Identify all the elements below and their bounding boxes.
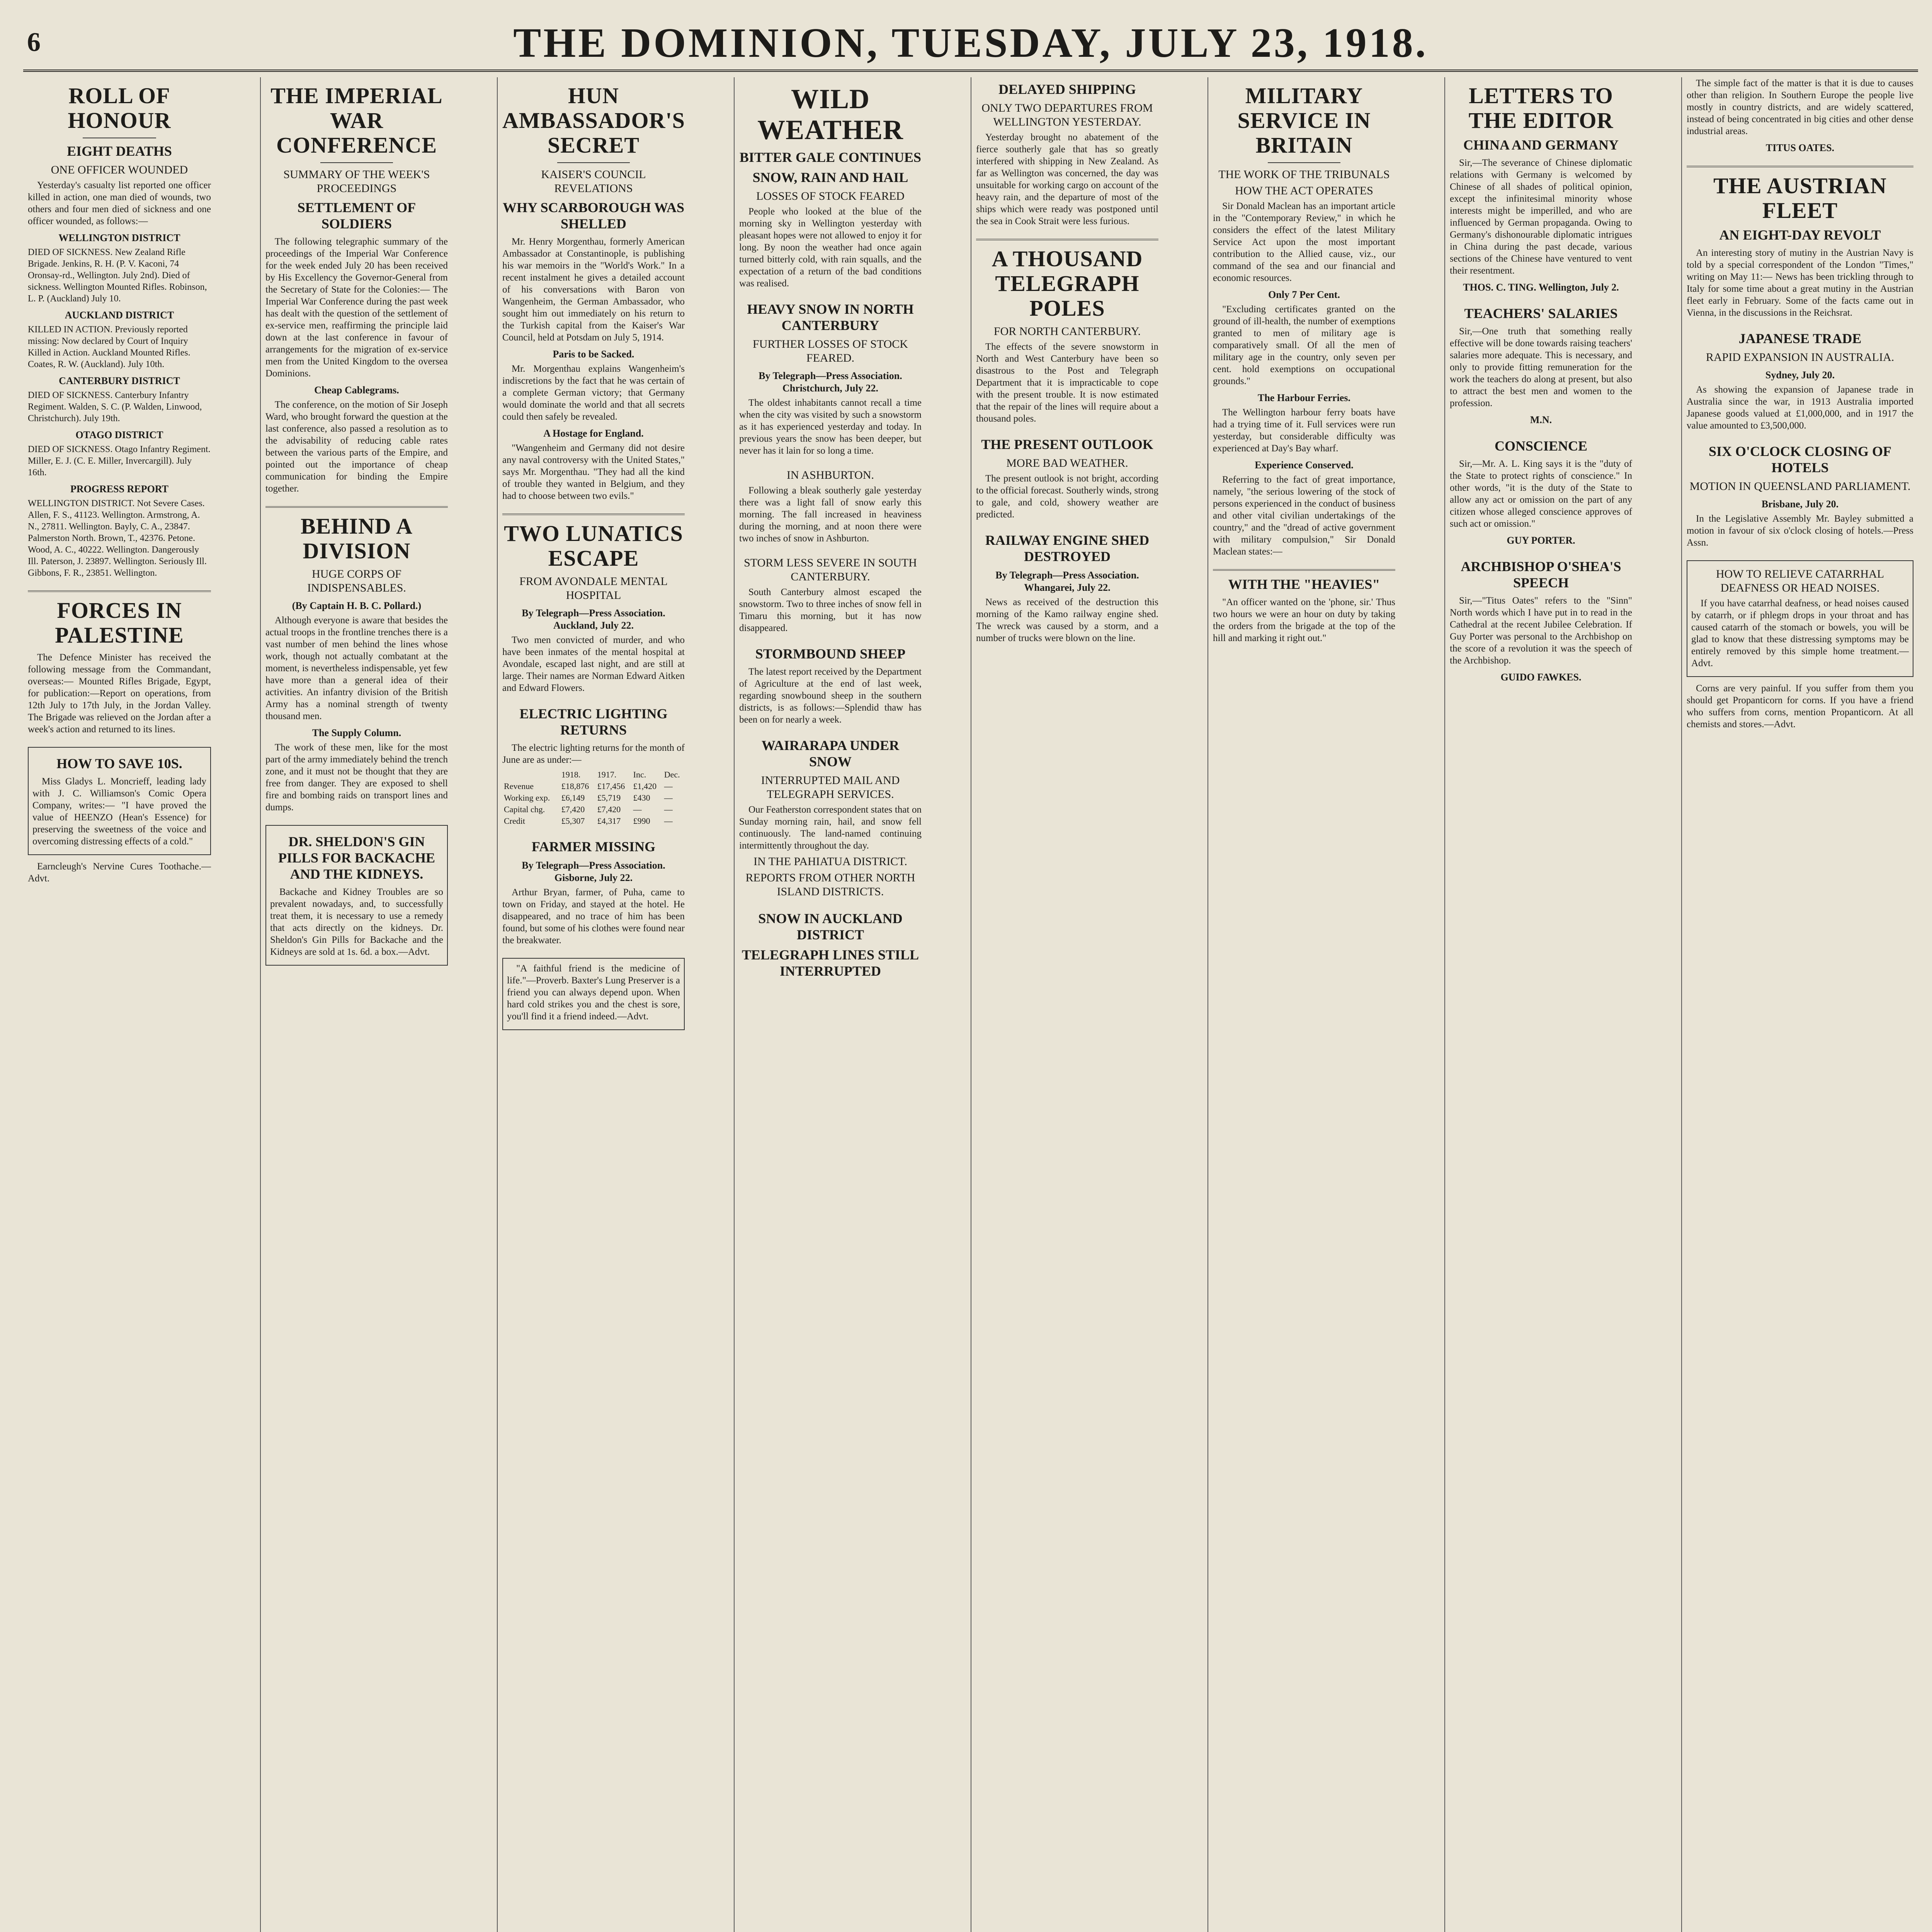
paragraph: Mr. Henry Morgenthau, formerly American Ambassador at Constantinople, is publishing his war memoirs in the "World's Work." In a recent instalment he gives a detailed account of his conversations with Baron von Wangenheim, the German Ambassador, who sought him out immediately on his return to the Turkish capital from the Kaiser's War Council, held at Potsdam on July 5, 1914. xyxy=(502,236,685,343)
headline: STORMBOUND SHEEP xyxy=(755,646,906,662)
article-telegraph-poles xyxy=(976,247,1158,425)
article-roll-of-honour xyxy=(28,83,211,579)
column-4 xyxy=(734,77,926,1932)
casualty-list: WELLINGTON DISTRICT. Not Severe Cases. Allen, F. S., 41123. Wellington. Armstrong, A. N., 27811. Wellington. Bayly, C. A., 23847. Palmerston North. Brown, T., 42376. Petone. Wood, A. C., 40222. Wellington. Dangerously Ill. Paterson, J. 23897. Wellington. Seriously Ill. Gibbons, F. R., 23851. Wellington. xyxy=(28,498,207,578)
article-farmer-missing xyxy=(502,838,685,946)
paragraph: Our Featherston correspondent states that on Sunday morning rain, hail, and snow fell continuously. The land-named continuing intermittently throughout the day. xyxy=(739,804,922,851)
headline: CONSCIENCE xyxy=(1494,438,1588,454)
paragraph: The latest report received by the Department of Agriculture at the end of last week, regarding snowbound sheep in the southern districts, is as follows:—Splendid thaw has been on for nearly a week. xyxy=(739,667,922,725)
paragraph: Referring to the fact of great importance, namely, "the serious lowering of the stock of persons experienced in the conduct of business and other vital civilian undertakings of the country," and the "dread of active government with military compulsion," Sir Donald Maclean states:— xyxy=(1213,474,1395,557)
district-heading: PROGRESS REPORT xyxy=(70,483,169,495)
subheading: Experience Conserved. xyxy=(1255,459,1354,471)
table-cell: £7,420 xyxy=(561,804,585,814)
deck: WHY SCARBOROUGH WAS SHELLED xyxy=(502,200,685,231)
deck: LOSSES OF STOCK FEARED xyxy=(756,190,905,202)
headline: TWO LUNATICS ESCAPE xyxy=(504,521,683,571)
paragraph: "Wangenheim and Germany did not desire any naval controversy with the United States," says Mr. Morgenthau. "They had all the kind of trouble they wanted in Belgium, and they had to choose between two evils." xyxy=(502,443,685,501)
headline: MILITARY SERVICE IN BRITAIN xyxy=(1237,83,1371,158)
divider xyxy=(502,514,685,515)
paragraph: Two men convicted of murder, and who have been inmates of the mental hospital at Avondale, escaped last night, and are still at large. Their names are Norman Edward Aitken and Edward Flowers. xyxy=(502,635,685,693)
paragraph: The Defence Minister has received the following message from the Commandant, overseas:— Mounted Rifles Brigade, Egypt, for publication:—Report on operations, from 12th July to 17th July, in the Jordan Valley. The Brigade was relieved on the Jordan after a week's action and returned to its lines. xyxy=(28,652,211,735)
table-cell: Dec. xyxy=(664,770,680,779)
paragraph: Sir,—Mr. A. L. King says it is the "duty of the State to protect rights of conscience." In other words, "it is the duty of the State to allow any act or omission on the part of any citizen whose alleged conscience approves of such act or omission." xyxy=(1450,459,1632,529)
paragraph: "An officer wanted on the 'phone, sir.' Thus two hours we were an hour on duty by taking the orders from the brigade at the top of the hill and marking it right out." xyxy=(1213,597,1395,643)
table-cell: £4,317 xyxy=(597,816,621,826)
headline: THE AUSTRIAN FLEET xyxy=(1713,173,1887,223)
headline: SNOW IN AUCKLAND DISTRICT xyxy=(758,911,903,942)
table-cell: — xyxy=(664,781,673,791)
article-electric-lighting xyxy=(502,706,685,827)
deck: SUMMARY OF THE WEEK'S PROCEEDINGS xyxy=(283,168,430,195)
paragraph: Although everyone is aware that besides the actual troops in the frontline trenches there is a vast number of men behind the lines whose work, though not actually combatant at the moment, is nevertheless indispensable, yet few have more than a general idea of their activities. An infantry division of the British Army has a nominal strength of twenty thousand men. xyxy=(265,615,448,721)
deck: SETTLEMENT OF SOLDIERS xyxy=(297,200,416,231)
ad-text: If you have catarrhal deafness, or head noises caused by catarrh, or if phlegm drops in your throat and has caused catarrh of the stomach or bowels, you will be glad to know that these distressing symptoms may be entirely removed by this simple home treatment.—Advt. xyxy=(1691,598,1909,668)
article-behind-division xyxy=(265,514,448,813)
article-hun-ambassador xyxy=(502,83,685,502)
district-heading: AUCKLAND DISTRICT xyxy=(65,310,174,321)
advertisement xyxy=(28,747,211,855)
divider xyxy=(265,506,448,508)
column-2 xyxy=(260,77,452,1932)
table-header-row xyxy=(502,769,685,781)
deck: KAISER'S COUNCIL REVELATIONS xyxy=(541,168,646,195)
article-heavies xyxy=(1213,576,1395,644)
dateline: By Telegraph—Press Association. Whangarei, July 22. xyxy=(995,570,1139,593)
paragraph: The present outlook is not bright, according to the official forecast. Southerly winds, strong to gale, and cold, showery weather are predicted. xyxy=(976,473,1158,520)
article-south-canterbury xyxy=(739,556,922,634)
table-cell: Credit xyxy=(504,816,525,826)
columns xyxy=(23,77,1918,1932)
paragraph: Arthur Bryan, farmer, of Puha, came to town on Friday, and stayed at the hotel. He disappeared, and no trace of him has been found, but some of his clothes were found near the breakwater. xyxy=(502,887,685,946)
paragraph: The conference, on the motion of Sir Joseph Ward, who brought forward the question at the last conference, also passed a resolution as to the advisability of reducing cable rates between the various parts of the Empire, and pointed out the importance of cheap communication for binding the Empire together. xyxy=(265,400,448,494)
column-3 xyxy=(497,77,689,1932)
dateline: Sydney, July 20. xyxy=(1765,369,1835,381)
headline: DELAYED SHIPPING xyxy=(998,82,1136,97)
column-5 xyxy=(971,77,1163,1932)
paragraph: South Canterbury almost escaped the snowstorm. Two to three inches of snow fell in Timaru this morning, but it has now disappeared. xyxy=(739,587,922,633)
masthead xyxy=(23,12,1918,72)
headline: A THOUSAND TELEGRAPH POLES xyxy=(992,246,1143,321)
headline: ROLL OF HONOUR xyxy=(68,83,171,133)
article-six-oclock-closing xyxy=(1687,443,1913,549)
column-8 xyxy=(1681,77,1918,1932)
newspaper-title: THE DOMINION, TUESDAY, JULY 23, 1918. xyxy=(513,20,1428,66)
paragraph: "Excluding certificates granted on the ground of ill-health, the number of exemptions granted to men of military age is comparatively small. Of all the men of military age in the country, only seven per cent. hold exemptions on occupational grounds." xyxy=(1213,304,1395,386)
deck: HOW THE ACT OPERATES xyxy=(1235,184,1373,197)
table-row xyxy=(502,781,685,792)
article-present-outlook xyxy=(976,436,1158,520)
dateline: By Telegraph—Press Association. Christchurch, July 22. xyxy=(759,370,902,394)
paragraph: Sir,—The severance of Chinese diplomatic relations with Germany is welcomed by Chinese of all shades of political opinion, except the infinitesimal minority whose interests might be imperilled, and who are influenced by German propaganda. Owing to Germany's dishonourable diplomatic intrigues in China during the past decade, various sections of the Chinese have ventured to vent their resentment. xyxy=(1450,158,1632,276)
table-cell xyxy=(502,769,560,781)
subheading: Cheap Cablegrams. xyxy=(314,384,399,396)
headline: ELECTRIC LIGHTING RETURNS xyxy=(519,706,668,738)
deck: EIGHT DEATHS xyxy=(67,143,172,159)
deck: BITTER GALE CONTINUES xyxy=(739,150,922,165)
article-japanese-trade xyxy=(1687,330,1913,432)
headline: WAIRARAPA UNDER SNOW xyxy=(761,738,900,769)
headline: FORCES IN PALESTINE xyxy=(55,598,184,648)
letter-continuation xyxy=(1687,77,1913,154)
headline: STORM LESS SEVERE IN SOUTH CANTERBURY. xyxy=(744,556,917,583)
ad-text: Earncleugh's Nervine Cures Toothache.—Advt. xyxy=(28,861,211,884)
letter-signature: GUY PORTER. xyxy=(1507,535,1575,546)
headline: WILD WEATHER xyxy=(757,83,903,145)
paragraph: The effects of the severe snowstorm in North and West Canterbury have been so disastrous to the Post and Telegraph Department that it is impracticable to cope with the present trouble. It is now estimated that the repair of the lines will require about a thousand poles. xyxy=(976,342,1158,424)
paragraph: An interesting story of mutiny in the Austrian Navy is told by a special correspondent of the London "Times," writing on May 11:— News has been trickling through to Italy for some time about a great mutiny in the Austrian fleet early in February. Some of the facts came out in Vienna, in the discussions in the Reichsrat. xyxy=(1687,248,1913,318)
table-cell: — xyxy=(633,804,642,814)
paragraph: Following a bleak southerly gale yesterday there was a light fall of snow early this morning. The fall increased in heaviness during the morning, and at noon there were two inches of snow in Ashburton. xyxy=(739,485,922,544)
divider xyxy=(320,162,393,163)
dateline: By Telegraph—Press Association. Auckland, July 22. xyxy=(522,607,665,631)
divider xyxy=(1213,569,1395,571)
table-cell: £5,307 xyxy=(561,816,585,826)
deck: HUGE CORPS OF INDISPENSABLES. xyxy=(307,568,406,594)
table-cell: £1,420 xyxy=(633,781,657,791)
paragraph: Mr. Morgenthau explains Wangenheim's indiscretions by the fact that he was certain of a complete German victory; that Germany would dominate the world and that all secrets could then safely be revealed. xyxy=(502,364,685,422)
table-row xyxy=(502,815,685,827)
headline: SIX O'CLOCK CLOSING OF HOTELS xyxy=(1708,444,1892,475)
deck: AN EIGHT-DAY REVOLT xyxy=(1719,227,1881,243)
table-cell: Working exp. xyxy=(504,793,550,803)
paragraph: News as received of the destruction this morning of the Kamo railway engine shed. The wreck was caused by a storm, and a number of trucks were blown on the line. xyxy=(976,597,1158,643)
subheading: The Supply Column. xyxy=(312,727,401,738)
letter-conscience xyxy=(1450,438,1632,547)
ad-title: HOW TO RELIEVE CATARRHAL DEAFNESS OR HEAD NOISES. xyxy=(1716,568,1884,594)
ad-title: DR. SHELDON'S GIN PILLS FOR BACKACHE AND THE KIDNEYS. xyxy=(278,834,435,882)
deck: CHINA AND GERMANY xyxy=(1463,137,1619,153)
divider xyxy=(1687,166,1913,167)
subheading: IN THE PAHIATUA DISTRICT. xyxy=(753,855,907,868)
deck: THE WORK OF THE TRIBUNALS xyxy=(1218,168,1390,181)
column-6 xyxy=(1208,77,1400,1932)
deck: FURTHER LOSSES OF STOCK FEARED. xyxy=(753,338,908,364)
ad-text: Miss Gladys L. Moncrieff, leading lady with J. C. Williamson's Comic Opera Company, writes:— "I have proved the value of HEENZO (Hean's Essence) for preserving the sweetness of the voice and overcoming distressing effects of a cold." xyxy=(32,776,206,847)
letter-teachers-salaries xyxy=(1450,305,1632,426)
paragraph: Sir,—One truth that something really effective will be done towards raising teachers' salaries more adequate. This is necessary, and only to provide fitting remuneration for the work the teachers do along at present, but also to attract the best men and women to the profession. xyxy=(1450,326,1632,408)
table-cell: £990 xyxy=(633,816,650,826)
headline: WITH THE "HEAVIES" xyxy=(1228,577,1380,592)
paragraph: Yesterday brought no abatement of the fierce southerly gale that has so greatly interfered with shipping in New Zealand. As far as Wellington was concerned, the day was unsuitable for working cargo on account of the heavy rain, and the departure of most of the ships which were ready was postponed until the sea in Cook Strait were less furious. xyxy=(976,132,1158,226)
article-wairarapa-snow xyxy=(739,737,922,899)
headline: JAPANESE TRADE xyxy=(1738,331,1862,346)
dateline: By Telegraph—Press Association. Gisborne, July 22. xyxy=(522,860,665,883)
divider xyxy=(557,162,630,163)
table-cell: £430 xyxy=(633,793,650,803)
headline: HUN AMBASSADOR'S SECRET xyxy=(502,83,685,158)
paragraph: The oldest inhabitants cannot recall a time when the city was visited by such a snowstorm as it has experienced yesterday and today. In previous years the snow has been deeper, but never has it lain for so long a time. xyxy=(739,398,922,456)
table-cell: — xyxy=(664,793,673,803)
paragraph: Yesterday's casualty list reported one officer killed in action, one man died of wounds, two others and four men died of sickness and one officer wounded, as follows:— xyxy=(28,180,211,226)
subheading: A Hostage for England. xyxy=(543,428,644,439)
paragraph: The work of these men, like for the most part of the army immediately behind the trench zone, and it must not be thought that they are free from danger. They are exposed to shell fire and bombing raids on transport lines and dumps. xyxy=(265,742,448,813)
headline: ARCHBISHOP O'SHEA'S SPEECH xyxy=(1461,559,1621,590)
article-imperial-war-conference xyxy=(265,83,448,495)
paragraph: The electric lighting returns for the month of June are as under:— xyxy=(502,743,685,765)
casualty-list: DIED OF SICKNESS. Canterbury Infantry Regiment. Walden, S. C. (P. Walden, Linwood, Christchurch). July 19th. xyxy=(28,390,202,423)
column-1 xyxy=(23,77,216,1932)
ad-title: HOW TO SAVE 10S. xyxy=(56,756,182,771)
letter-signature: M.N. xyxy=(1530,414,1552,425)
table-cell: Revenue xyxy=(504,781,534,791)
ad-text: Backache and Kidney Troubles are so prevalent nowadays, and, to successfully treat them, it is necessary to use a remedy that acts directly on the kidneys. Dr. Sheldon's Gin Pills for Backache and the Kidneys are sold at 1s. 6d. a box.—Advt. xyxy=(270,887,443,957)
advertisement xyxy=(502,958,685,1030)
table-cell: £7,420 xyxy=(597,804,621,814)
headline: IN ASHBURTON. xyxy=(786,469,874,481)
letter-signature: TITUS OATES. xyxy=(1765,142,1835,153)
divider xyxy=(1268,162,1341,163)
column-7 xyxy=(1444,77,1637,1932)
headline: RAILWAY ENGINE SHED DESTROYED xyxy=(985,532,1150,564)
article-north-canterbury-snow xyxy=(739,301,922,457)
ad-text: Corns are very painful. If you suffer from them you should get Propanticorn for corns. If you have a friend who suffers from corns, mention Propanticorn. At all chemists and stores.—Advt. xyxy=(1687,683,1913,730)
article-auckland-snow xyxy=(739,910,922,979)
deck: FOR NORTH CANTERBURY. xyxy=(993,325,1141,338)
casualty-list: DIED OF SICKNESS. New Zealand Rifle Brigade. Jenkins, R. H. (P. V. Kaconi, 74 Oronsay-rd., Wellington. July 2nd). Died of sickness. Wellington Mounted Rifles. Robinson, L. P. (Auckland) July 10. xyxy=(28,247,207,304)
paragraph: Sir Donald Maclean has an important article in the "Contemporary Review," in which he considers the effect of the latest Military Service Act upon the most important contribution to the Allied cause, viz., our command of the sea and our financial and economic resources. xyxy=(1213,201,1395,283)
table-row xyxy=(502,804,685,815)
table-cell: Inc. xyxy=(633,770,646,779)
advertisement xyxy=(265,825,448,966)
advertisement xyxy=(1687,560,1913,677)
letter-archbishop xyxy=(1450,558,1632,684)
table-cell: £17,456 xyxy=(597,781,625,791)
page-number: 6 xyxy=(27,27,41,57)
article-forces-palestine xyxy=(28,598,211,735)
headline: TEACHERS' SALARIES xyxy=(1464,306,1618,321)
paragraph: The Wellington harbour ferry boats have had a trying time of it. Full services were run yesterday, but considerable difficulty was experienced at Day's Bay wharf. xyxy=(1213,407,1395,454)
article-ashburton xyxy=(739,468,922,544)
deck: ONLY TWO DEPARTURES FROM WELLINGTON YESTERDAY. xyxy=(981,102,1153,128)
byline: (By Captain H. B. C. Pollard.) xyxy=(292,600,422,611)
subheading: Only 7 Per Cent. xyxy=(1268,289,1340,300)
table-cell: £6,149 xyxy=(561,793,585,803)
subheading: Paris to be Sacked. xyxy=(553,349,634,360)
article-lunatics-escape xyxy=(502,521,685,694)
subheading: The Harbour Ferries. xyxy=(1258,392,1350,403)
letter-signature: THOS. C. TING. Wellington, July 2. xyxy=(1463,282,1619,293)
article-austrian-fleet xyxy=(1687,173,1913,319)
paragraph: The simple fact of the matter is that it is due to causes other than religion. In Southern Europe the people live mostly in country districts, and are widely scattered, instead of being concentrated in big cities and other dense industrial areas. xyxy=(1687,78,1913,136)
headline: TELEGRAPH LINES STILL INTERRUPTED xyxy=(742,947,919,979)
paragraph: The following telegraphic summary of the proceedings of the Imperial War Conference for the week ended July 20 has been received by His Excellency the Governor-General from the Secretary of State for the Colonies:— The Imperial War Conference during the past week has dealt with the question of the settlement of ex-service men, reaffirming the principle laid down at the last conference in favour of arrangements for the migration of ex-service men from the United Kingdom to the oversea Dominions. xyxy=(265,236,448,379)
table-cell: £5,719 xyxy=(597,793,621,803)
deck: MORE BAD WEATHER. xyxy=(1006,457,1128,469)
article-wild-weather xyxy=(739,83,922,289)
deck: MOTION IN QUEENSLAND PARLIAMENT. xyxy=(1689,480,1911,493)
letters-to-editor xyxy=(1450,83,1632,294)
dateline: Brisbane, July 20. xyxy=(1761,498,1839,510)
table-cell: 1918. xyxy=(561,770,581,779)
letter-signature: GUIDO FAWKES. xyxy=(1500,672,1582,683)
article-delayed-shipping xyxy=(976,81,1158,227)
deck: RAPID EXPANSION IN AUSTRALIA. xyxy=(1706,351,1895,364)
article-stormbound-sheep xyxy=(739,646,922,726)
divider xyxy=(28,590,211,592)
table-row xyxy=(502,792,685,804)
article-military-service xyxy=(1213,83,1395,558)
subheading: REPORTS FROM OTHER NORTH ISLAND DISTRICTS. xyxy=(745,871,915,898)
paragraph: People who looked at the blue of the morning sky in Wellington yesterday with pleasant hopes were not allowed to enjoy it for long. By noon the weather had once again turned bitterly cold, with rain squalls, and the expectation of a return of the bad conditions was realised. xyxy=(739,206,922,289)
headline: THE PRESENT OUTLOOK xyxy=(981,437,1153,452)
casualty-list: KILLED IN ACTION. Previously reported missing: Now declared by Court of Inquiry Killed in Action. Auckland Mounted Rifles. Coates, R. W. (Auckland). July 10th. xyxy=(28,325,190,369)
article-engine-shed xyxy=(976,532,1158,644)
table-cell: — xyxy=(664,816,673,826)
headline: BEHIND A DIVISION xyxy=(300,514,413,563)
table-cell: 1917. xyxy=(597,770,617,779)
table-cell: — xyxy=(664,804,673,814)
casualty-list: DIED OF SICKNESS. Otago Infantry Regiment. Miller, E. J. (C. E. Miller, Invercargill). July 16th. xyxy=(28,444,211,478)
deck: SNOW, RAIN AND HAIL xyxy=(752,170,908,185)
table-cell: Capital chg. xyxy=(504,804,545,814)
headline: THE IMPERIAL WAR CONFERENCE xyxy=(270,83,443,158)
divider xyxy=(976,239,1158,240)
ad-text: "A faithful friend is the medicine of life."—Proverb. Baxter's Lung Preserver is a friend you can always depend upon. When hard cold strikes you and the chest is sore, you'll find it a friend indeed.—Advt. xyxy=(507,963,680,1022)
headline: FARMER MISSING xyxy=(531,839,656,854)
district-heading: OTAGO DISTRICT xyxy=(75,429,163,440)
headline: LETTERS TO THE EDITOR xyxy=(1468,83,1614,133)
paragraph: In the Legislative Assembly Mr. Bayley submitted a motion in favour of six o'clock closing of hotels.—Press Assn. xyxy=(1687,514,1913,548)
deck: INTERRUPTED MAIL AND TELEGRAPH SERVICES. xyxy=(761,774,900,801)
headline: HEAVY SNOW IN NORTH CANTERBURY xyxy=(747,301,914,333)
returns-table xyxy=(502,769,685,827)
table-cell: £18,876 xyxy=(561,781,589,791)
paragraph: Sir,—"Titus Oates" refers to the "Sinn" North words which I have put in to read in the Cathedral at the recent Jubilee Celebration. If Guy Porter was personal to the Archbishop on the score of a revolution it was the speech of the Archbishop. xyxy=(1450,595,1632,666)
deck: ONE OFFICER WOUNDED xyxy=(51,163,188,176)
district-heading: WELLINGTON DISTRICT xyxy=(58,232,180,243)
deck: FROM AVONDALE MENTAL HOSPITAL xyxy=(519,575,668,602)
district-heading: CANTERBURY DISTRICT xyxy=(59,375,180,386)
paragraph: As showing the expansion of Japanese trade in Australia since the war, in 1913 Australia imported Japanese goods valued at £1,000,000, and in 1917 the value amounted to £3,500,000. xyxy=(1687,384,1913,431)
